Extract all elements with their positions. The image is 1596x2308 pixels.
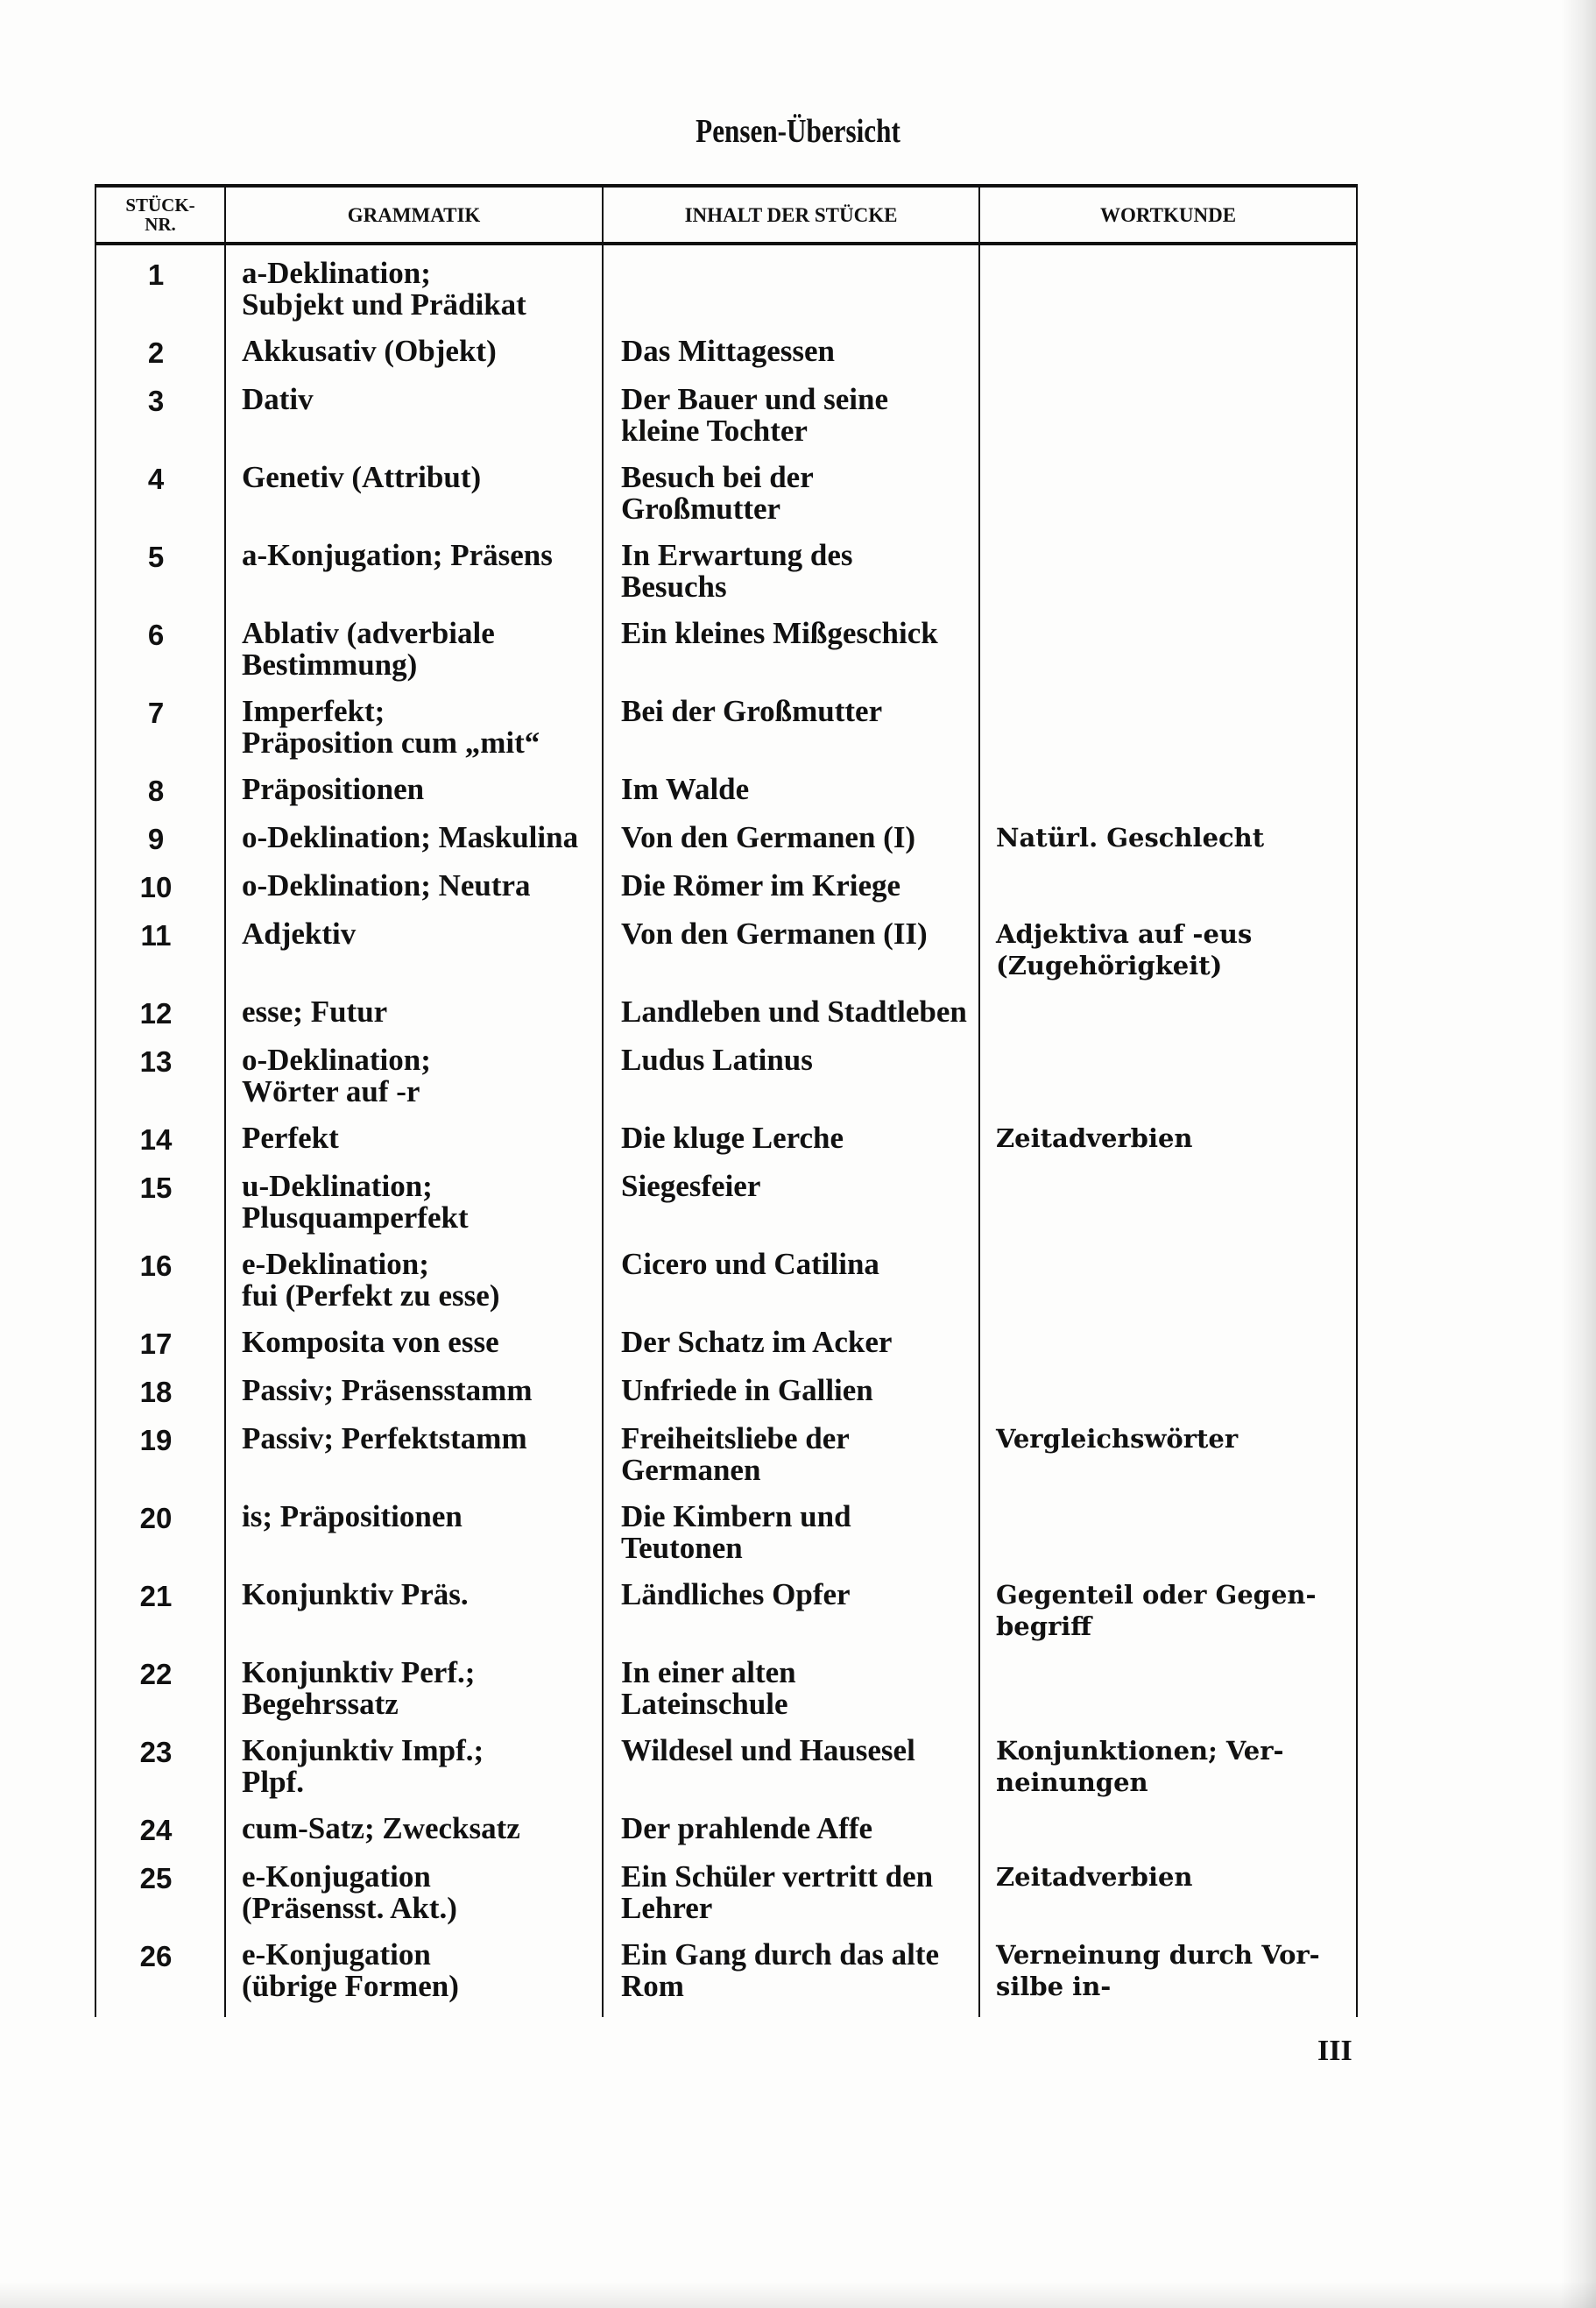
cell-inhalt-text: Die Kimbern und Teutonen [621, 1499, 851, 1565]
cell-grammatik-text: Genetiv (Attribut) [242, 460, 482, 494]
cell-grammatik [225, 336, 603, 384]
cell-inhalt-text: Der Bauer und seine kleine Tochter [621, 382, 888, 448]
cell-stueck-nr-text: 3 [147, 385, 165, 417]
cell-inhalt-text: Bei der Großmutter [621, 694, 883, 728]
cell-wortkunde [979, 1171, 1357, 1249]
cell-grammatik [225, 1327, 603, 1375]
cell-grammatik-text: cum-Satz; Zwecksatz [242, 1811, 520, 1845]
cell-inhalt [603, 1423, 979, 1501]
cell-grammatik [225, 1375, 603, 1423]
table-row [95, 1735, 1357, 1813]
cell-inhalt [603, 618, 979, 696]
cell-inhalt-text: Landleben und Stadtleben [621, 995, 967, 1029]
cell-stueck-nr [95, 1423, 225, 1501]
cell-inhalt [603, 1327, 979, 1375]
table-row [95, 1375, 1357, 1423]
cell-wortkunde-text: Vergleichswörter [996, 1424, 1239, 1454]
table-row [95, 1171, 1357, 1249]
table-row [95, 336, 1357, 384]
table-row [95, 1579, 1357, 1657]
table-row [95, 1044, 1357, 1122]
cell-wortkunde [979, 870, 1357, 918]
cell-wortkunde [979, 1939, 1357, 2017]
table-body [95, 244, 1357, 2017]
cell-stueck-nr-text: 20 [139, 1502, 173, 1534]
cell-inhalt [603, 1171, 979, 1249]
table-row [95, 462, 1357, 540]
cell-grammatik [225, 1579, 603, 1657]
cell-stueck-nr-text: 18 [139, 1376, 173, 1408]
cell-stueck-nr [95, 696, 225, 774]
cell-wortkunde [979, 1044, 1357, 1122]
cell-inhalt [603, 1249, 979, 1327]
cell-inhalt-text: Ludus Latinus [621, 1043, 813, 1077]
cell-stueck-nr [95, 1657, 225, 1735]
cell-inhalt [603, 696, 979, 774]
cell-wortkunde [979, 336, 1357, 384]
cell-grammatik [225, 1939, 603, 2017]
cell-stueck-nr-text: 7 [147, 697, 165, 729]
cell-inhalt [603, 822, 979, 870]
cell-stueck-nr-text: 10 [139, 871, 173, 903]
cell-grammatik-text: u-Deklination; Plusquamperfekt [242, 1169, 469, 1235]
cell-inhalt-text: Von den Germanen (I) [621, 820, 916, 854]
cell-grammatik-text: Adjektiv [242, 917, 357, 951]
cell-wortkunde [979, 462, 1357, 540]
cell-grammatik-text: Imperfekt; Präposition cum „mit“ [242, 694, 540, 760]
page-number: III [1317, 2035, 1352, 2067]
cell-stueck-nr-text: 11 [140, 919, 172, 952]
cell-stueck-nr [95, 1939, 225, 2017]
cell-grammatik-text: Komposita von esse [242, 1325, 499, 1359]
cell-grammatik-text: Konjunktiv Präs. [242, 1577, 469, 1611]
table-row [95, 618, 1357, 696]
cell-wortkunde [979, 1423, 1357, 1501]
header-wortkunde: WORTKUNDE [979, 186, 1357, 244]
cell-inhalt [603, 1861, 979, 1939]
cell-inhalt-text: Freiheitsliebe der Germanen [621, 1421, 850, 1487]
table-row [95, 1861, 1357, 1939]
cell-grammatik-text: Konjunktiv Impf.; Plpf. [242, 1733, 484, 1799]
table-row [95, 540, 1357, 618]
cell-grammatik [225, 1423, 603, 1501]
cell-grammatik [225, 258, 603, 336]
cell-inhalt-text: Der prahlende Affe [621, 1811, 873, 1845]
cell-grammatik [225, 1501, 603, 1579]
cell-wortkunde [979, 540, 1357, 618]
cell-grammatik-text: is; Präpositionen [242, 1499, 463, 1533]
cell-stueck-nr [95, 1813, 225, 1861]
cell-wortkunde [979, 1375, 1357, 1423]
cell-stueck-nr [95, 540, 225, 618]
cell-stueck-nr-text: 15 [139, 1172, 173, 1204]
header-grammatik: GRAMMATIK [225, 186, 603, 244]
cell-grammatik [225, 1861, 603, 1939]
cell-inhalt [603, 996, 979, 1044]
table-row [95, 1813, 1357, 1861]
cell-grammatik-text: Ablativ (adverbiale Bestimmung) [242, 616, 495, 682]
cell-stueck-nr-text: 22 [139, 1658, 173, 1690]
cell-stueck-nr-text: 21 [139, 1580, 173, 1612]
cell-stueck-nr-text: 13 [139, 1045, 173, 1078]
table-row [95, 1327, 1357, 1375]
cell-stueck-nr [95, 774, 225, 822]
cell-inhalt-text: Ländliches Opfer [621, 1577, 851, 1611]
cell-grammatik [225, 1249, 603, 1327]
cell-stueck-nr [95, 1171, 225, 1249]
cell-grammatik [225, 1171, 603, 1249]
cell-grammatik-text: Konjunktiv Perf.; Begehrssatz [242, 1655, 476, 1721]
cell-wortkunde [979, 918, 1357, 996]
table-row [95, 258, 1357, 336]
cell-grammatik [225, 996, 603, 1044]
cell-inhalt [603, 1375, 979, 1423]
cell-wortkunde [979, 1579, 1357, 1657]
cell-wortkunde [979, 1249, 1357, 1327]
cell-inhalt [603, 1501, 979, 1579]
cell-grammatik-text: o-Deklination; Wörter auf -r [242, 1043, 431, 1108]
cell-grammatik-text: Passiv; Präsensstamm [242, 1373, 533, 1407]
table-row [95, 996, 1357, 1044]
cell-grammatik [225, 1044, 603, 1122]
header-stueck-nr [95, 186, 225, 244]
cell-stueck-nr [95, 1327, 225, 1375]
cell-wortkunde-text: Gegenteil oder Gegen- begriff [996, 1580, 1317, 1641]
cell-wortkunde [979, 996, 1357, 1044]
cell-inhalt-text: Von den Germanen (II) [621, 917, 928, 951]
cell-inhalt [603, 1939, 979, 2017]
cell-inhalt-text: In einer alten Lateinschule [621, 1655, 796, 1721]
cell-grammatik [225, 618, 603, 696]
cell-stueck-nr [95, 1735, 225, 1813]
cell-wortkunde [979, 1735, 1357, 1813]
cell-inhalt [603, 918, 979, 996]
cell-grammatik [225, 462, 603, 540]
cell-stueck-nr [95, 258, 225, 336]
cell-wortkunde-text: Zeitadverbien [996, 1862, 1193, 1892]
cell-inhalt-text: Im Walde [621, 772, 750, 806]
cell-inhalt [603, 1657, 979, 1735]
table-row [95, 1423, 1357, 1501]
cell-stueck-nr [95, 1579, 225, 1657]
cell-inhalt [603, 774, 979, 822]
cell-stueck-nr-text: 1 [147, 258, 165, 291]
cell-grammatik-text: Passiv; Perfektstamm [242, 1421, 527, 1455]
table-row [95, 918, 1357, 996]
cell-stueck-nr [95, 822, 225, 870]
cell-stueck-nr [95, 1044, 225, 1122]
cell-grammatik [225, 384, 603, 462]
cell-inhalt-text: Der Schatz im Acker [621, 1325, 893, 1359]
cell-grammatik-text: Akkusativ (Objekt) [242, 334, 497, 368]
overview-table [95, 184, 1358, 2017]
cell-wortkunde [979, 696, 1357, 774]
cell-grammatik-text: Präpositionen [242, 772, 425, 806]
cell-stueck-nr-text: 2 [147, 336, 165, 369]
cell-stueck-nr [95, 1501, 225, 1579]
cell-grammatik [225, 918, 603, 996]
cell-stueck-nr [95, 384, 225, 462]
header-inhalt: INHALT DER STÜCKE [603, 186, 979, 244]
table-row [95, 384, 1357, 462]
cell-wortkunde-text: Natürl. Geschlecht [996, 823, 1265, 853]
cell-grammatik-text: esse; Futur [242, 995, 388, 1029]
cell-inhalt [603, 1579, 979, 1657]
cell-inhalt-text: Wildesel und Hausesel [621, 1733, 915, 1767]
table-row [95, 822, 1357, 870]
cell-inhalt [603, 1813, 979, 1861]
cell-wortkunde [979, 384, 1357, 462]
table-row [95, 696, 1357, 774]
cell-inhalt [603, 336, 979, 384]
cell-stueck-nr [95, 462, 225, 540]
page-bottom-shadow [0, 2282, 1596, 2308]
cell-inhalt [603, 462, 979, 540]
cell-stueck-nr [95, 1249, 225, 1327]
cell-wortkunde-text: Zeitadverbien [996, 1123, 1193, 1153]
cell-wortkunde-text: Adjektiva auf -eus (Zugehörigkeit) [996, 919, 1253, 981]
cell-inhalt-text: Die Römer im Kriege [621, 868, 901, 903]
cell-stueck-nr-text: 17 [139, 1327, 173, 1360]
cell-grammatik [225, 540, 603, 618]
cell-wortkunde-text: Verneinung durch Vor- silbe in- [996, 1940, 1320, 2001]
cell-grammatik-text: a-Konjugation; Präsens [242, 538, 553, 572]
cell-stueck-nr-text: 26 [139, 1940, 173, 1972]
cell-wortkunde [979, 618, 1357, 696]
cell-stueck-nr-text: 24 [139, 1814, 173, 1846]
cell-stueck-nr [95, 1861, 225, 1939]
cell-wortkunde [979, 1861, 1357, 1939]
cell-inhalt-text: Die kluge Lerche [621, 1121, 844, 1155]
cell-grammatik [225, 870, 603, 918]
cell-stueck-nr-text: 9 [147, 823, 165, 855]
table-row [95, 1501, 1357, 1579]
overview-table-container [95, 184, 1356, 2017]
cell-inhalt-text: In Erwartung des Besuchs [621, 538, 853, 604]
cell-stueck-nr [95, 870, 225, 918]
cell-wortkunde [979, 1501, 1357, 1579]
cell-stueck-nr-text: 25 [139, 1862, 173, 1894]
cell-inhalt [603, 384, 979, 462]
cell-grammatik [225, 1813, 603, 1861]
cell-grammatik [225, 1122, 603, 1171]
cell-grammatik-text: e-Konjugation (Präsensst. Akt.) [242, 1859, 457, 1925]
cell-stueck-nr [95, 996, 225, 1044]
cell-grammatik [225, 1657, 603, 1735]
cell-stueck-nr-text: 6 [147, 619, 165, 651]
cell-stueck-nr [95, 1122, 225, 1171]
page-edge-shadow [1561, 0, 1596, 2308]
page-title: Pensen-Übersicht [696, 113, 900, 150]
table-row [95, 870, 1357, 918]
cell-stueck-nr [95, 336, 225, 384]
table-row [95, 1249, 1357, 1327]
table-header-row [95, 186, 1357, 244]
cell-stueck-nr-text: 19 [139, 1424, 173, 1456]
cell-inhalt-text: Cicero und Catilina [621, 1247, 879, 1281]
table-row [95, 1122, 1357, 1171]
cell-inhalt [603, 1044, 979, 1122]
cell-grammatik [225, 696, 603, 774]
cell-stueck-nr-text: 5 [147, 541, 165, 573]
cell-stueck-nr-text: 23 [139, 1736, 173, 1768]
cell-grammatik-text: e-Konjugation (übrige Formen) [242, 1937, 459, 2003]
cell-inhalt [603, 1122, 979, 1171]
cell-wortkunde [979, 774, 1357, 822]
cell-inhalt-text: Ein Gang durch das alte Rom [621, 1937, 940, 2003]
cell-wortkunde [979, 1813, 1357, 1861]
cell-grammatik-text: o-Deklination; Neutra [242, 868, 531, 903]
cell-wortkunde [979, 1657, 1357, 1735]
cell-stueck-nr [95, 1375, 225, 1423]
cell-stueck-nr-text: 14 [139, 1123, 173, 1156]
cell-inhalt-text: Das Mittagessen [621, 334, 835, 368]
cell-inhalt [603, 870, 979, 918]
header-stueck-nr-label: STÜCK- NR. [125, 194, 195, 235]
cell-inhalt-text: Siegesfeier [621, 1169, 761, 1203]
cell-grammatik-text: Perfekt [242, 1121, 339, 1155]
table-row [95, 1939, 1357, 2017]
cell-wortkunde [979, 1327, 1357, 1375]
cell-stueck-nr [95, 618, 225, 696]
cell-stueck-nr [95, 918, 225, 996]
cell-grammatik-text: o-Deklination; Maskulina [242, 820, 579, 854]
cell-wortkunde [979, 822, 1357, 870]
table-row [95, 774, 1357, 822]
cell-inhalt-text: Unfriede in Gallien [621, 1373, 873, 1407]
table-row [95, 1657, 1357, 1735]
cell-inhalt [603, 540, 979, 618]
cell-wortkunde [979, 258, 1357, 336]
cell-grammatik-text: e-Deklination; fui (Perfekt zu esse) [242, 1247, 500, 1313]
cell-inhalt-text: Ein Schüler vertritt den Lehrer [621, 1859, 934, 1925]
cell-grammatik [225, 822, 603, 870]
cell-stueck-nr-text: 16 [139, 1250, 173, 1282]
cell-inhalt-text: Besuch bei der Großmutter [621, 460, 814, 526]
cell-wortkunde-text: Konjunktionen; Ver- neinungen [996, 1736, 1284, 1797]
cell-grammatik-text: a-Deklination; Subjekt und Prädikat [242, 256, 526, 322]
cell-stueck-nr-text: 4 [147, 463, 165, 495]
cell-grammatik [225, 774, 603, 822]
cell-stueck-nr-text: 12 [139, 997, 173, 1030]
cell-stueck-nr-text: 8 [147, 775, 165, 807]
cell-inhalt-text: Ein kleines Mißgeschick [621, 616, 938, 650]
cell-inhalt [603, 1735, 979, 1813]
cell-grammatik [225, 1735, 603, 1813]
cell-inhalt [603, 258, 979, 336]
cell-wortkunde [979, 1122, 1357, 1171]
cell-grammatik-text: Dativ [242, 382, 314, 416]
